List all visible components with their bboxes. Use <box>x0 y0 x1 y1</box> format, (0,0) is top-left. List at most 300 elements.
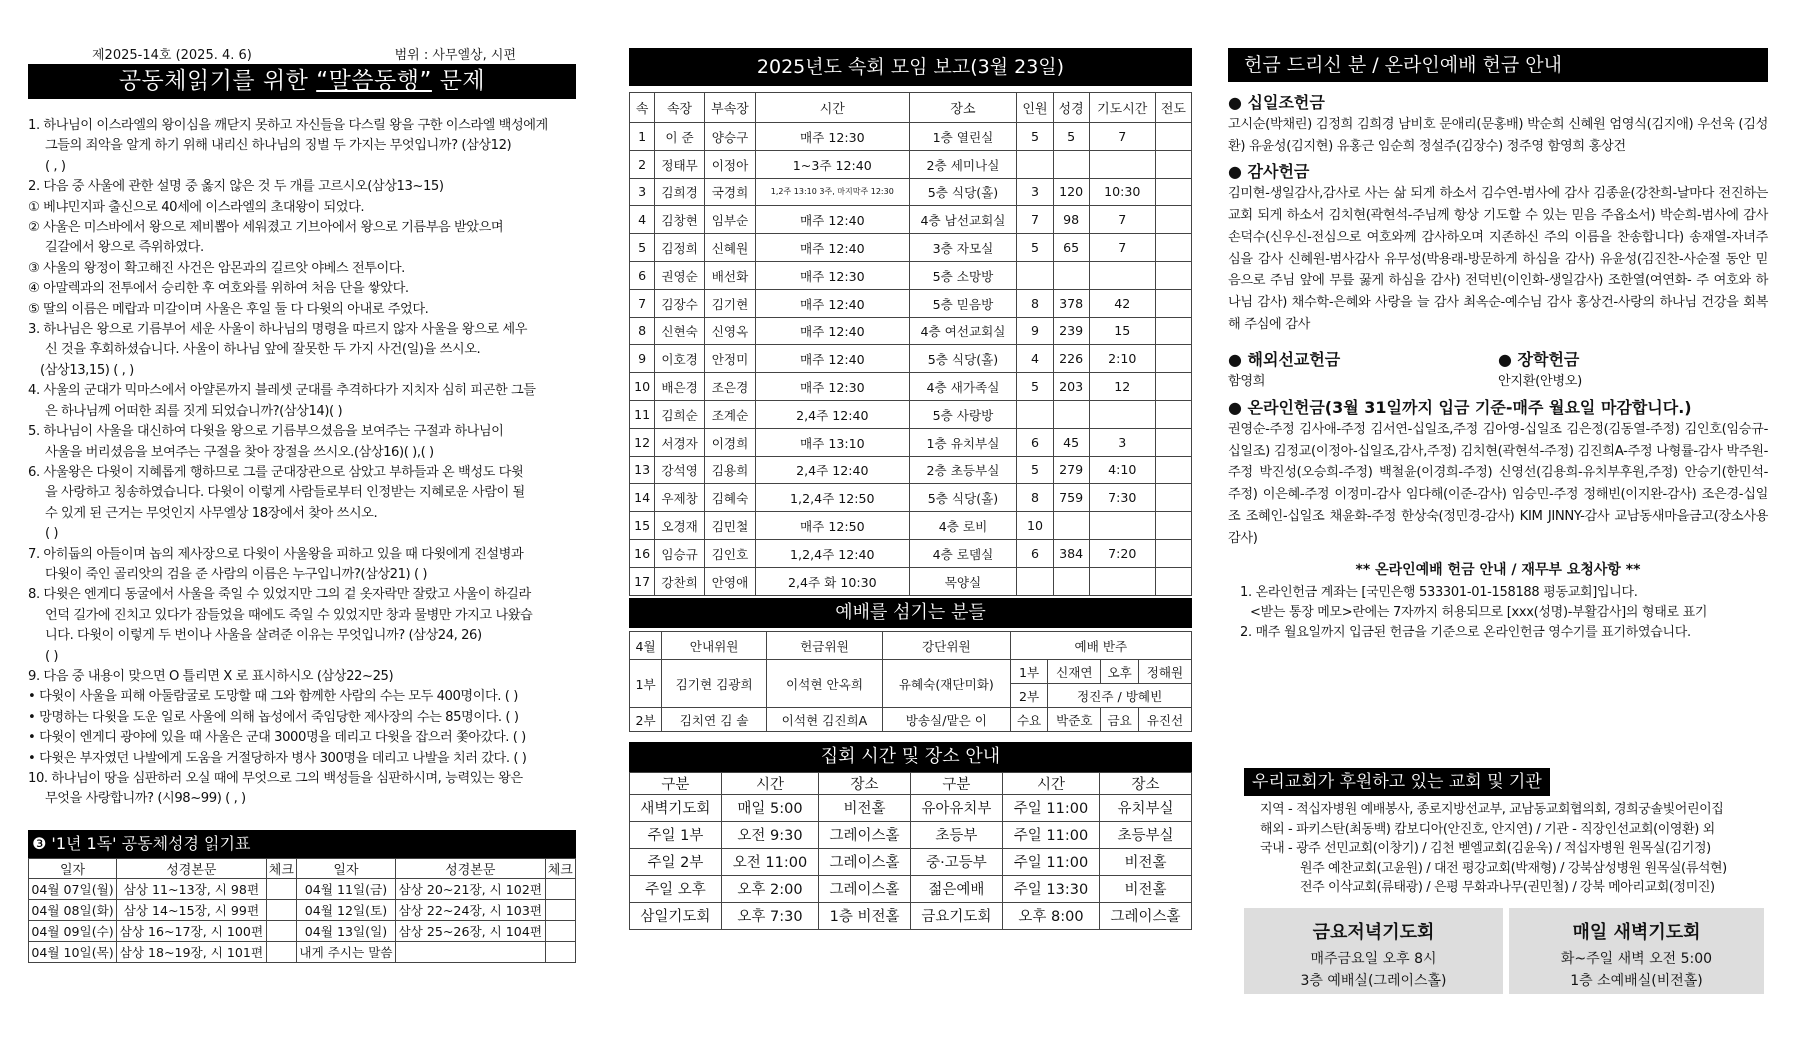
table-cell: 1층 비전홀 <box>819 902 911 929</box>
table-cell: 4층 남선교회실 <box>909 206 1017 234</box>
table-cell: 김정희 <box>655 234 705 262</box>
table-cell: 4 <box>1017 345 1053 373</box>
table-cell: 5층 사랑방 <box>909 400 1017 428</box>
table-cell: 오전 11:00 <box>721 848 818 875</box>
report-column <box>629 48 1192 930</box>
table-cell: 4층 새가족실 <box>909 373 1017 401</box>
table-cell <box>1053 512 1089 540</box>
table-row <box>630 456 1192 484</box>
support-list: 지역 - 적십자병원 예배봉사, 종로지방선교부, 교남동교회협의회, 경희궁솔빛어린이집 해외 - 파키스탄(최동백) 캄보디아(안진호, 안지연) / 기관 - 직장인선교회(이영환) 외 국내 - 광주 선민교회(이창기) / 김천 벧엘교회(김윤욱) / 적십자병원 원목실(김기정) 원주 예찬교회(고윤원) / 대전 평강교회(박재형) / 강북삼성병원 원목실(류석현) 전주 이삭교회(류태광) / 은평 무화과나무(권민철) / 강북 메아리교회(정미진) <box>1260 802 1727 895</box>
table-cell: 7 <box>1089 234 1155 262</box>
table-cell: 삼일기도회 <box>630 902 722 929</box>
column-header: 시간 <box>1002 772 1099 794</box>
table-cell: 7:20 <box>1089 539 1155 567</box>
table-cell: 5 <box>630 234 655 262</box>
column-header: 장소 <box>1100 772 1192 794</box>
table-cell <box>1155 178 1191 206</box>
quiz-line: 을 사랑하고 칭송하였습니다. 다윗이 이렇게 사람들로부터 인정받는 지혜로운 사람이 될 <box>45 485 525 501</box>
table-cell: 매주 12:40 <box>756 206 909 234</box>
table-cell: 5층 식당(홀) <box>909 345 1017 373</box>
table-cell: 삼상 20~21장, 시 102편 <box>395 878 545 899</box>
thanks-heading: ● 감사헌금 <box>1228 162 1310 182</box>
table-cell <box>1155 373 1191 401</box>
quiz-line: 7. 아히둡의 아들이며 놉의 제사장으로 다윗이 사울왕을 피하고 있을 때 다윗에게 진설병과 <box>28 546 524 562</box>
online-notice-heading: ** 온라인예배 헌금 안내 / 재무부 요청사항 ** <box>1355 562 1641 579</box>
column-header: 부속장 <box>704 93 755 123</box>
table-cell: 삼상 25~26장, 시 104편 <box>395 920 545 941</box>
table-cell: 임승규 <box>655 539 705 567</box>
table-cell: 5 <box>1017 456 1053 484</box>
table-cell: 04월 09일(수) <box>29 920 117 941</box>
table-cell: 5 <box>1017 234 1053 262</box>
online-notice: 1. 온라인헌금 계좌는 [국민은행 533301-01-158188 평동교회]입니다. <받는 통장 메모>란에는 7자까지 허용되므로 [xxx(성명)-부활감사]의 형태로 표기 2. 매주 월요일까지 입금된 헌금을 기준으로 온라인헌금 영수기를 표기하였습니다. <box>1240 585 1708 641</box>
table-cell: 5층 식당(홀) <box>909 178 1017 206</box>
table-cell: 김희경 <box>655 178 705 206</box>
issue-number: 제2025-14호 (2025. 4. 6) <box>92 48 252 63</box>
table-cell: 김창현 <box>655 206 705 234</box>
table-cell: 국경희 <box>704 178 755 206</box>
table-cell: 2,4주 화 10:30 <box>756 567 909 595</box>
quiz-line: 신 것을 후회하셨습니다. 사울이 하나님 앞에 잘못한 두 가지 사건(일)을 쓰시오. <box>45 342 481 358</box>
table-cell: 2,4주 12:40 <box>756 400 909 428</box>
table-row <box>630 178 1192 206</box>
tithe-list: 고시순(박채린) 김정희 김희경 남비호 문애리(문홍배) 박순희 신혜원 엄영식(김지애) 우선욱 (김성환) 유윤성(김지현) 유홍근 임순희 정설주(김장수) 정주영 함영희 홍상건 <box>1228 117 1768 154</box>
table-cell: 매주 12:30 <box>756 373 909 401</box>
quiz-line: • 다윗은 부자였던 나발에게 도움을 거절당하자 병사 300명을 데리고 나발을 치러 갔다. ( ) <box>28 750 527 766</box>
table-cell <box>1155 150 1191 178</box>
table-cell <box>1155 317 1191 345</box>
table-cell <box>1053 400 1089 428</box>
table-row <box>630 821 1192 848</box>
table-cell <box>395 941 545 962</box>
table-cell: 2층 초등부실 <box>909 456 1017 484</box>
table-row <box>630 261 1192 289</box>
table-row <box>630 317 1192 345</box>
table-cell: 98 <box>1053 206 1089 234</box>
table-cell: 13 <box>630 456 655 484</box>
column-header: 체크 <box>266 858 296 878</box>
column-header: 장소 <box>909 93 1017 123</box>
table-cell: 16 <box>630 539 655 567</box>
table-cell: 759 <box>1053 484 1089 512</box>
table-cell: 10 <box>1017 512 1053 540</box>
quiz-line: 9. 다음 중 내용이 맞으면 O 틀리면 X 로 표시하시오 (삼상22~25) <box>28 668 394 684</box>
table-cell: 8 <box>630 317 655 345</box>
table-cell: 04월 08일(화) <box>29 899 117 920</box>
quiz-line: 수 있게 된 근거는 무엇인지 사무엘상 18장에서 찾아 쓰시오. <box>45 505 378 521</box>
table-cell: 매주 12:30 <box>756 123 909 151</box>
column-header: 성경 <box>1053 93 1089 123</box>
table-cell <box>1053 261 1089 289</box>
table-cell <box>1053 150 1089 178</box>
table-cell: 오경재 <box>655 512 705 540</box>
table-cell: 그레이스홀 <box>819 848 911 875</box>
table-cell: 이 준 <box>655 123 705 151</box>
quiz-header <box>28 48 576 64</box>
table-cell: 1,2,4주 12:40 <box>756 539 909 567</box>
table-cell: 226 <box>1053 345 1089 373</box>
table-cell: 안정미 <box>704 345 755 373</box>
gathering-title: 집회 시간 및 장소 안내 <box>629 742 1192 772</box>
table-cell: 안영애 <box>704 567 755 595</box>
table-row <box>29 941 576 962</box>
table-cell <box>545 899 575 920</box>
column-header: 기도시간 <box>1089 93 1155 123</box>
table-cell: 5층 소망방 <box>909 261 1017 289</box>
table-row <box>630 373 1192 401</box>
quiz-line: ( ) <box>45 648 59 664</box>
servers-table: 4월 안내위원 헌금위원 강단위원 예배 반주 1부 김기현 김광희 이석현 안옥희 유혜숙(재단미화) 1부 신재연 오후 정해원 2부 정진주 / 방혜빈 2부 김치연 김 솔 이석현 김진희A 방송실/맡은 이 수요 박준호 금요 유진선 <box>629 631 1192 732</box>
table-cell: 그레이스홀 <box>819 821 911 848</box>
table-cell: 신현숙 <box>655 317 705 345</box>
table-cell <box>1089 150 1155 178</box>
support-section <box>1244 768 1764 994</box>
quiz-column <box>28 48 576 963</box>
table-cell <box>1017 400 1053 428</box>
table-cell <box>1155 289 1191 317</box>
table-row <box>630 289 1192 317</box>
table-cell: 4층 로비 <box>909 512 1017 540</box>
table-cell: 강석영 <box>655 456 705 484</box>
table-cell: 8 <box>1017 289 1053 317</box>
table-cell: 조계순 <box>704 400 755 428</box>
column-header: 구분 <box>910 772 1002 794</box>
table-cell <box>1089 400 1155 428</box>
table-cell: 삼상 18~19장, 시 101편 <box>117 941 267 962</box>
table-row <box>630 345 1192 373</box>
table-cell: 3 <box>630 178 655 206</box>
table-cell: 4층 여선교회실 <box>909 317 1017 345</box>
table-cell: 정태무 <box>655 150 705 178</box>
table-cell: 비전홀 <box>1100 875 1192 902</box>
table-cell: 삼상 11~13장, 시 98편 <box>117 878 267 899</box>
table-cell: 김용희 <box>704 456 755 484</box>
table-row <box>630 484 1192 512</box>
table-cell: 2,4주 12:40 <box>756 456 909 484</box>
table-cell: 120 <box>1053 178 1089 206</box>
table-cell <box>266 878 296 899</box>
table-cell <box>1017 150 1053 178</box>
table-cell: 조은경 <box>704 373 755 401</box>
table-cell: 유아유치부 <box>910 794 1002 821</box>
table-cell <box>1155 400 1191 428</box>
table-cell: 7 <box>630 289 655 317</box>
quiz-line: 니다. 다윗이 이렇게 두 번이나 사울을 살려준 이유는 무엇입니까? (삼상24, 26) <box>45 628 482 644</box>
quiz-line: ① 베냐민지파 출신으로 40세에 이스라엘의 초대왕이 되었다. <box>28 199 365 215</box>
table-cell: 금요기도회 <box>910 902 1002 929</box>
table-row <box>630 875 1192 902</box>
quiz-line: 길갈에서 왕으로 즉위하였다. <box>45 240 204 256</box>
table-cell: 초등부 <box>910 821 1002 848</box>
table-cell <box>1017 261 1053 289</box>
table-cell: 2층 세미나실 <box>909 150 1017 178</box>
table-cell: 1,2주 13:10 3주, 마지막주 12:30 <box>756 178 909 206</box>
quiz-line: ③ 사울의 왕정이 확고해진 사건은 암몬과의 길르앗 야베스 전투이다. <box>28 260 405 276</box>
table-cell: 10 <box>630 373 655 401</box>
table-cell: 1 <box>630 123 655 151</box>
table-cell: 10:30 <box>1089 178 1155 206</box>
table-cell <box>266 899 296 920</box>
table-cell: 04월 07일(월) <box>29 878 117 899</box>
table-cell: 239 <box>1053 317 1089 345</box>
table-cell: 5층 식당(홀) <box>909 484 1017 512</box>
table-cell: 4:10 <box>1089 456 1155 484</box>
table-cell: 강찬희 <box>655 567 705 595</box>
column-header: 속 <box>630 93 655 123</box>
table-cell: 오후 7:30 <box>721 902 818 929</box>
quiz-line: (삼상13,15) ( , ) <box>40 362 134 378</box>
table-cell: 매주 12:40 <box>756 345 909 373</box>
table-row <box>630 794 1192 821</box>
table-cell: 권영순 <box>655 261 705 289</box>
table-cell: 신혜원 <box>704 234 755 262</box>
quiz-line: ⑤ 딸의 이름은 메랍과 미갈이며 사울은 후일 둘 다 다윗의 아내로 주었다. <box>28 301 429 317</box>
gathering-table <box>629 772 1192 930</box>
scripture-range: 범위 : 사무엘상, 시편 <box>394 48 516 63</box>
quiz-line: 언덕 길가에 진치고 있다가 잠들었을 때에도 죽일 수 있었지만 창과 물병만 가지고 나왔습 <box>45 607 533 623</box>
table-cell: 378 <box>1053 289 1089 317</box>
table-cell: 임부순 <box>704 206 755 234</box>
table-cell: 오전 9:30 <box>721 821 818 848</box>
friday-prayer-box: 금요저녁기도회 매주금요일 오후 8시 3층 예배실(그레이스홀) <box>1244 908 1503 994</box>
table-cell: 우제창 <box>655 484 705 512</box>
table-cell: 65 <box>1053 234 1089 262</box>
table-cell: 배선화 <box>704 261 755 289</box>
mission-scholar-row: ● 해외선교헌금 함영희 ● 장학헌금 안지환(안병오) <box>1228 350 1582 390</box>
table-row <box>630 902 1192 929</box>
table-cell: 매주 12:40 <box>756 317 909 345</box>
table-cell <box>1089 261 1155 289</box>
table-row <box>29 878 576 899</box>
table-cell: 1층 열린실 <box>909 123 1017 151</box>
table-cell: 7:30 <box>1089 484 1155 512</box>
table-cell: 5 <box>1053 123 1089 151</box>
table-cell: 유치부실 <box>1100 794 1192 821</box>
table-cell: 신영옥 <box>704 317 755 345</box>
table-cell <box>266 920 296 941</box>
table-cell <box>1053 567 1089 595</box>
table-cell: 초등부실 <box>1100 821 1192 848</box>
column-header: 구분 <box>630 772 722 794</box>
table-cell: 이호경 <box>655 345 705 373</box>
table-row <box>630 848 1192 875</box>
table-cell: 삼상 16~17장, 시 100편 <box>117 920 267 941</box>
table-cell: 삼상 22~24장, 시 103편 <box>395 899 545 920</box>
servers-title: 예배를 섬기는 분들 <box>629 598 1192 628</box>
table-cell: 2:10 <box>1089 345 1155 373</box>
table-cell: 42 <box>1089 289 1155 317</box>
table-cell: 목양실 <box>909 567 1017 595</box>
table-cell: 1층 유치부실 <box>909 428 1017 456</box>
table-row <box>630 539 1192 567</box>
table-cell: 김장수 <box>655 289 705 317</box>
table-cell: 매주 12:30 <box>756 261 909 289</box>
quiz-line: 1. 하나님이 이스라엘의 왕이심을 깨닫지 못하고 자신들을 다스릴 왕을 구한 이스라엘 백성에게 <box>28 118 548 133</box>
table-cell <box>1155 123 1191 151</box>
column-header: 시간 <box>756 93 909 123</box>
column-header: 인원 <box>1017 93 1053 123</box>
table-cell: 비전홀 <box>1100 848 1192 875</box>
table-row <box>29 920 576 941</box>
table-cell: 279 <box>1053 456 1089 484</box>
table-cell: 04월 12일(토) <box>297 899 396 920</box>
offering-title: 헌금 드리신 분 / 온라인예배 헌금 안내 <box>1228 48 1768 82</box>
table-cell: 오후 2:00 <box>721 875 818 902</box>
column-header: 일자 <box>297 858 396 878</box>
table-cell <box>1155 567 1191 595</box>
quiz-line: 사울을 버리셨음을 보여주는 구절을 찾아 장절을 쓰시오.(삼상16)( ),( ) <box>45 444 434 460</box>
table-cell <box>1155 456 1191 484</box>
table-cell: 04월 11일(금) <box>297 878 396 899</box>
quiz-questions <box>28 116 576 810</box>
table-cell: 04월 13일(일) <box>297 920 396 941</box>
quiz-line: 3. 하나님은 왕으로 기름부어 세운 사울이 하나님의 명령을 따르지 않자 사울을 왕으로 세우 <box>28 322 527 338</box>
table-cell: 7 <box>1017 206 1053 234</box>
table-cell: 김인호 <box>704 539 755 567</box>
quiz-line: • 다윗이 사울을 피해 아둘람굴로 도망할 때 그와 함께한 사람의 수는 모두 400명이다. ( ) <box>28 689 518 705</box>
column-header: 전도 <box>1155 93 1191 123</box>
table-row <box>630 567 1192 595</box>
table-cell: 주일 11:00 <box>1002 848 1099 875</box>
table-cell: 김희순 <box>655 400 705 428</box>
table-cell: 매주 12:40 <box>756 234 909 262</box>
table-cell <box>1155 539 1191 567</box>
table-cell: 15 <box>1089 317 1155 345</box>
table-cell <box>1155 345 1191 373</box>
table-cell: 김민철 <box>704 512 755 540</box>
table-cell: 14 <box>630 484 655 512</box>
table-cell: 7 <box>1089 206 1155 234</box>
column-header: 성경본문 <box>395 858 545 878</box>
quiz-line: 은 하나님께 어떠한 죄를 짓게 되었습니까?(삼상14)( ) <box>45 403 343 419</box>
table-cell <box>1155 512 1191 540</box>
table-cell <box>1155 234 1191 262</box>
table-cell: 5 <box>1017 373 1053 401</box>
table-cell: 3 <box>1089 428 1155 456</box>
table-cell: 매주 12:40 <box>756 289 909 317</box>
table-row <box>630 428 1192 456</box>
quiz-line: 10. 하나님이 땅을 심판하러 오실 때에 무엇으로 그의 백성들을 심판하시며, 능력있는 왕은 <box>28 771 523 786</box>
table-cell <box>1155 428 1191 456</box>
table-cell <box>1017 567 1053 595</box>
table-cell: 매주 12:50 <box>756 512 909 540</box>
quiz-line: 5. 하나님이 사울을 대신하여 다윗을 왕으로 기름부으셨음을 보여주는 구절과 하나님이 <box>28 424 504 440</box>
table-cell: 5층 믿음방 <box>909 289 1017 317</box>
table-cell: 주일 11:00 <box>1002 794 1099 821</box>
table-cell: 7 <box>1089 123 1155 151</box>
table-cell: 중·고등부 <box>910 848 1002 875</box>
table-row <box>630 206 1192 234</box>
table-cell: 주일 11:00 <box>1002 821 1099 848</box>
table-cell <box>1155 261 1191 289</box>
table-cell: 주일 오후 <box>630 875 722 902</box>
cell-report-table <box>629 92 1192 596</box>
quiz-line: ( ) <box>45 526 59 542</box>
table-cell <box>1155 484 1191 512</box>
table-cell <box>545 920 575 941</box>
table-cell: 3층 자모실 <box>909 234 1017 262</box>
prayer-boxes <box>1244 908 1764 994</box>
table-cell: 17 <box>630 567 655 595</box>
table-cell: 384 <box>1053 539 1089 567</box>
table-cell: 그레이스홀 <box>1100 902 1192 929</box>
table-cell: 1,2,4주 12:50 <box>756 484 909 512</box>
table-cell: 9 <box>1017 317 1053 345</box>
table-row <box>29 899 576 920</box>
quiz-line: ④ 아말렉과의 전투에서 승리한 후 여호와를 위하여 처음 단을 쌓았다. <box>28 281 409 297</box>
table-row <box>630 234 1192 262</box>
table-cell: 비전홀 <box>819 794 911 821</box>
table-cell: 45 <box>1053 428 1089 456</box>
table-cell: 매주 13:10 <box>756 428 909 456</box>
table-cell: 서경자 <box>655 428 705 456</box>
table-cell: 12 <box>1089 373 1155 401</box>
table-cell: 12 <box>630 428 655 456</box>
quiz-line: 다윗이 죽인 골리앗의 검을 준 사람의 이름은 누구입니까?(삼상21) ( ) <box>45 566 428 582</box>
offering-column <box>1228 48 1768 989</box>
column-header: 성경본문 <box>117 858 267 878</box>
table-cell: 6 <box>1017 539 1053 567</box>
quiz-line: • 망명하는 다윗을 도운 일로 사울에 의해 놉성에서 죽임당한 제사장의 수는 85명이다. ( ) <box>28 709 519 725</box>
table-cell: 8 <box>1017 484 1053 512</box>
table-cell: 김혜숙 <box>704 484 755 512</box>
table-cell <box>545 878 575 899</box>
table-cell: 오후 8:00 <box>1002 902 1099 929</box>
reading-plan-title: ❸ '1년 1독' 공동체성경 읽기표 <box>28 830 576 858</box>
quiz-title: 공동체읽기를 위한 “말씀동행” 문제 <box>28 64 576 99</box>
table-cell <box>1089 512 1155 540</box>
support-title: 우리교회가 후원하고 있는 교회 및 기관 <box>1244 768 1550 796</box>
column-header: 속장 <box>655 93 705 123</box>
quiz-line: 그들의 죄악을 알게 하기 위해 내리신 하나님의 징벌 두 가지는 무엇입니까? (삼상12) <box>45 138 512 154</box>
table-cell: 04월 10일(목) <box>29 941 117 962</box>
table-cell: 젊은예배 <box>910 875 1002 902</box>
table-cell <box>266 941 296 962</box>
cell-report-title: 2025년도 속회 모임 보고(3월 23일) <box>629 48 1192 86</box>
table-cell: 4 <box>630 206 655 234</box>
table-cell: 이경희 <box>704 428 755 456</box>
table-cell <box>545 941 575 962</box>
table-cell: 203 <box>1053 373 1089 401</box>
thanks-list: 김미현-생일감사,감사로 사는 삶 되게 하소서 김수연-범사에 감사 김종윤(강찬희-날마다 전진하는 교회 되게 하소서 김치현(곽현석-주님께 항상 기도할 수 있는 믿음 주옵소서) 박순희-범사에 감사 손덕수(신우신-전심으로 여호와께 감사하오며 지존하신 주의 이름을 찬송합니다) 송재열-자녀주심을 감사 신혜원-범사감사 유무성(박용래-방문하게 하심을 감사) 유윤성(김진찬-사순절 동안 믿음으로 주님 앞에 무릎 꿇게 하심을 감사) 전덕빈(이인화-생일감사) 조한열(여연화- 주 여호와 하나님 감사) 채수학-은혜와 사랑을 늘 감사 최옥순-예수님 감사 홍상건-사랑의 하나님 건강을 회복해 주심에 감사 <box>1228 186 1768 332</box>
quiz-line: ② 사울은 미스바에서 왕으로 제비뽑아 세워졌고 기브아에서 왕으로 기름부음 받았으며 <box>28 220 504 236</box>
table-cell: 새벽기도회 <box>630 794 722 821</box>
quiz-line: ( , ) <box>45 158 66 174</box>
column-header: 시간 <box>721 772 818 794</box>
table-cell: 2 <box>630 150 655 178</box>
table-cell: 6 <box>630 261 655 289</box>
table-row <box>630 400 1192 428</box>
table-cell <box>1155 206 1191 234</box>
table-cell: 삼상 14~15장, 시 99편 <box>117 899 267 920</box>
table-cell: 6 <box>1017 428 1053 456</box>
quiz-line: 2. 다음 중 사울에 관한 설명 중 옳지 않은 것 두 개를 고르시오(삼상13~15) <box>28 179 444 195</box>
column-header: 일자 <box>29 858 117 878</box>
table-cell: 4층 로뎀실 <box>909 539 1017 567</box>
online-list: 권영순-주정 김사애-주정 김서연-십일조,주정 김아영-십일조 김은정(김동열-주정) 김인호(임승규-십일조) 김정교(이정아-십일조,감사,주정) 김치현(곽현석-주정) 김진희A-주정 나형률-감사 박주원-주정 박진성(오승희-주정) 백철윤(이경희-주정) 신영선(김용희-유치부후원,주정) 안승기(한민석-주정) 이은혜-주정 이정미-감사 임다해(이준-감사) 임승민-주정 정해빈(이지완-감사) 조은경-십일조 조혜인-십일조 채윤화-주정 한상숙(정민경-감사) KIM JINNY-감사 교남동새마을금고(장소사용감사) <box>1228 422 1768 546</box>
table-cell: 양승구 <box>704 123 755 151</box>
table-cell: 이정아 <box>704 150 755 178</box>
table-cell: 1~3주 12:40 <box>756 150 909 178</box>
table-cell: 주일 13:30 <box>1002 875 1099 902</box>
quiz-line: • 다윗이 엔게디 광야에 있을 때 사울은 군대 3000명을 데리고 다윗을 잡으러 쫓아갔다. ( ) <box>28 730 526 746</box>
online-heading: ● 온라인헌금(3월 31일까지 입금 기준-매주 월요일 마감합니다.) <box>1228 398 1692 418</box>
tithe-heading: ● 십일조헌금 <box>1228 93 1325 112</box>
table-cell: 내게 주시는 말씀 <box>297 941 396 962</box>
table-cell: 15 <box>630 512 655 540</box>
table-cell: 주일 2부 <box>630 848 722 875</box>
column-header: 장소 <box>819 772 911 794</box>
